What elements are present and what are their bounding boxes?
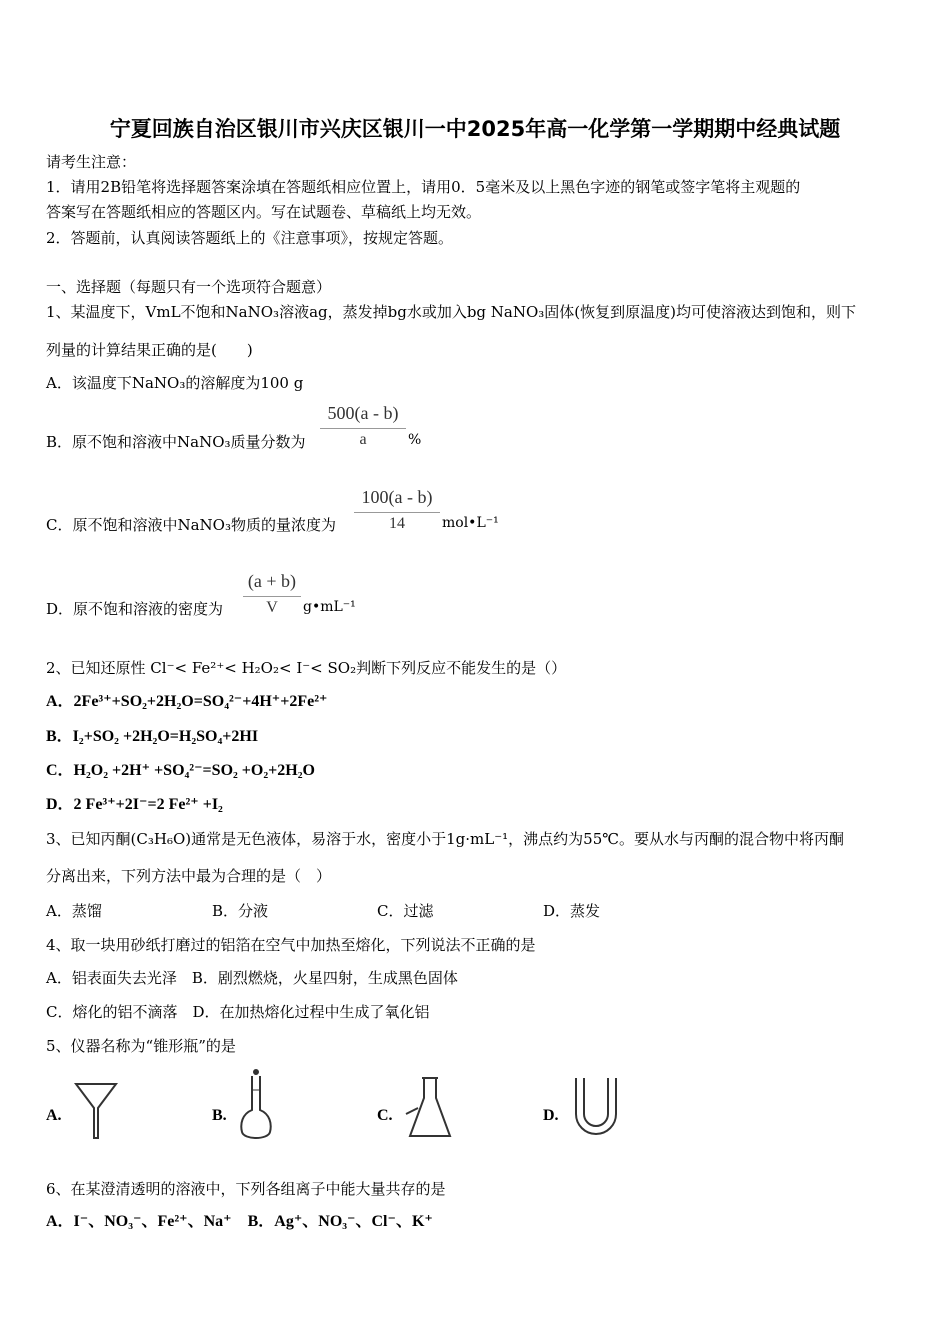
q2-stem: 2、已知还原性 Cl⁻< Fe²⁺< H₂O₂< I⁻< SO₂判断下列反应不能发生的是（） bbox=[46, 659, 567, 677]
q1-stem: 1、某温度下，VmL不饱和NaNO₃溶液ag，蒸发掉bg水或加入bg NaNO₃固体(恢复到原温度)均可使溶液达到饱和，则下 bbox=[46, 303, 856, 321]
q4-stem: 4、取一块用砂纸打磨过的铝箔在空气中加热至熔化，下列说法不正确的是 bbox=[46, 936, 536, 954]
notice-line: 2．答题前，认真阅读答题纸上的《注意事项》，按规定答题。 bbox=[46, 229, 454, 247]
q6-options-ab: A．I⁻、NO₃⁻、Fe²⁺、Na⁺ B．Ag⁺、NO₃⁻、Cl⁻、K⁺ bbox=[46, 1213, 433, 1230]
q1-option-a: A．该温度下NaNO₃的溶解度为100 g bbox=[46, 374, 304, 392]
q5-label-a: A. bbox=[46, 1107, 62, 1124]
q3-option-a: A．蒸馏 bbox=[46, 902, 102, 920]
notice-line: 答案写在答题纸相应的答题区内。写在试题卷、草稿纸上均无效。 bbox=[46, 203, 482, 221]
q1-stem: 列量的计算结果正确的是( ) bbox=[46, 341, 253, 359]
fraction: $\frac{(a + b)}{V}$ bbox=[243, 571, 301, 617]
section-heading: 一、选择题（每题只有一个选项符合题意） bbox=[46, 278, 332, 296]
notice-line: 1．请用2B铅笔将选择题答案涂填在答题纸相应位置上，请用0．5毫米及以上黑色字迹的钢笔或签字笔将主观题的 bbox=[46, 178, 801, 196]
u-tube-icon bbox=[570, 1074, 622, 1140]
q3-stem: 分离出来，下列方法中最为合理的是（ ） bbox=[46, 867, 332, 885]
unit: g•mL⁻¹ bbox=[303, 599, 356, 615]
conical-flask-icon bbox=[402, 1074, 458, 1144]
q2-option-d: D．2 Fe³⁺+2I⁻=2 Fe²⁺ +I₂ bbox=[46, 796, 223, 813]
fraction: $\frac{100(a - b)}{14}$ bbox=[354, 487, 440, 533]
q5-label-b: B. bbox=[212, 1107, 227, 1124]
q1-option-c: C．原不饱和溶液中NaNO₃物质的量浓度为 bbox=[46, 516, 336, 534]
funnel-icon bbox=[72, 1080, 122, 1142]
q3-option-b: B．分液 bbox=[212, 902, 269, 920]
q4-options-cd: C．熔化的铝不滴落 D．在加热熔化过程中生成了氧化铝 bbox=[46, 1003, 430, 1021]
unit: mol•L⁻¹ bbox=[442, 515, 499, 531]
q5-stem: 5、仪器名称为“锥形瓶”的是 bbox=[46, 1037, 236, 1055]
q3-option-c: C．过滤 bbox=[377, 902, 434, 920]
q3-stem: 3、已知丙酮(C₃H₆O)通常是无色液体，易溶于水，密度小于1g·mL⁻¹，沸点约为55℃。要从水与丙酮的混合物中将丙酮 bbox=[46, 830, 845, 848]
q2-option-b: B．I₂+SO₂ +2H₂O=H₂SO₄+2HI bbox=[46, 728, 259, 745]
fraction: $\frac{500(a - b)}{a}$ bbox=[320, 403, 406, 449]
q6-stem: 6、在某澄清透明的溶液中，下列各组离子中能大量共存的是 bbox=[46, 1180, 446, 1198]
q3-option-d: D．蒸发 bbox=[543, 902, 601, 920]
q2-option-a: A．2Fe³⁺+SO₂+2H₂O=SO₄²⁻+4H⁺+2Fe²⁺ bbox=[46, 693, 328, 710]
q1-option-b: B．原不饱和溶液中NaNO₃质量分数为 bbox=[46, 433, 306, 451]
page-title: 宁夏回族自治区银川市兴庆区银川一中2025年高一化学第一学期期中经典试题 bbox=[109, 117, 841, 141]
q4-options-ab: A．铝表面失去光泽 B．剧烈燃烧，火星四射，生成黑色固体 bbox=[46, 969, 458, 987]
q1-option-d: D．原不饱和溶液的密度为 bbox=[46, 600, 224, 618]
volumetric-flask-icon bbox=[236, 1066, 276, 1146]
q5-label-c: C. bbox=[377, 1107, 393, 1124]
q2-option-c: C．H₂O₂ +2H⁺ +SO₄²⁻=SO₂ +O₂+2H₂O bbox=[46, 762, 315, 779]
unit: % bbox=[408, 432, 422, 448]
notice-heading: 请考生注意： bbox=[46, 153, 137, 171]
q5-label-d: D. bbox=[543, 1107, 559, 1124]
